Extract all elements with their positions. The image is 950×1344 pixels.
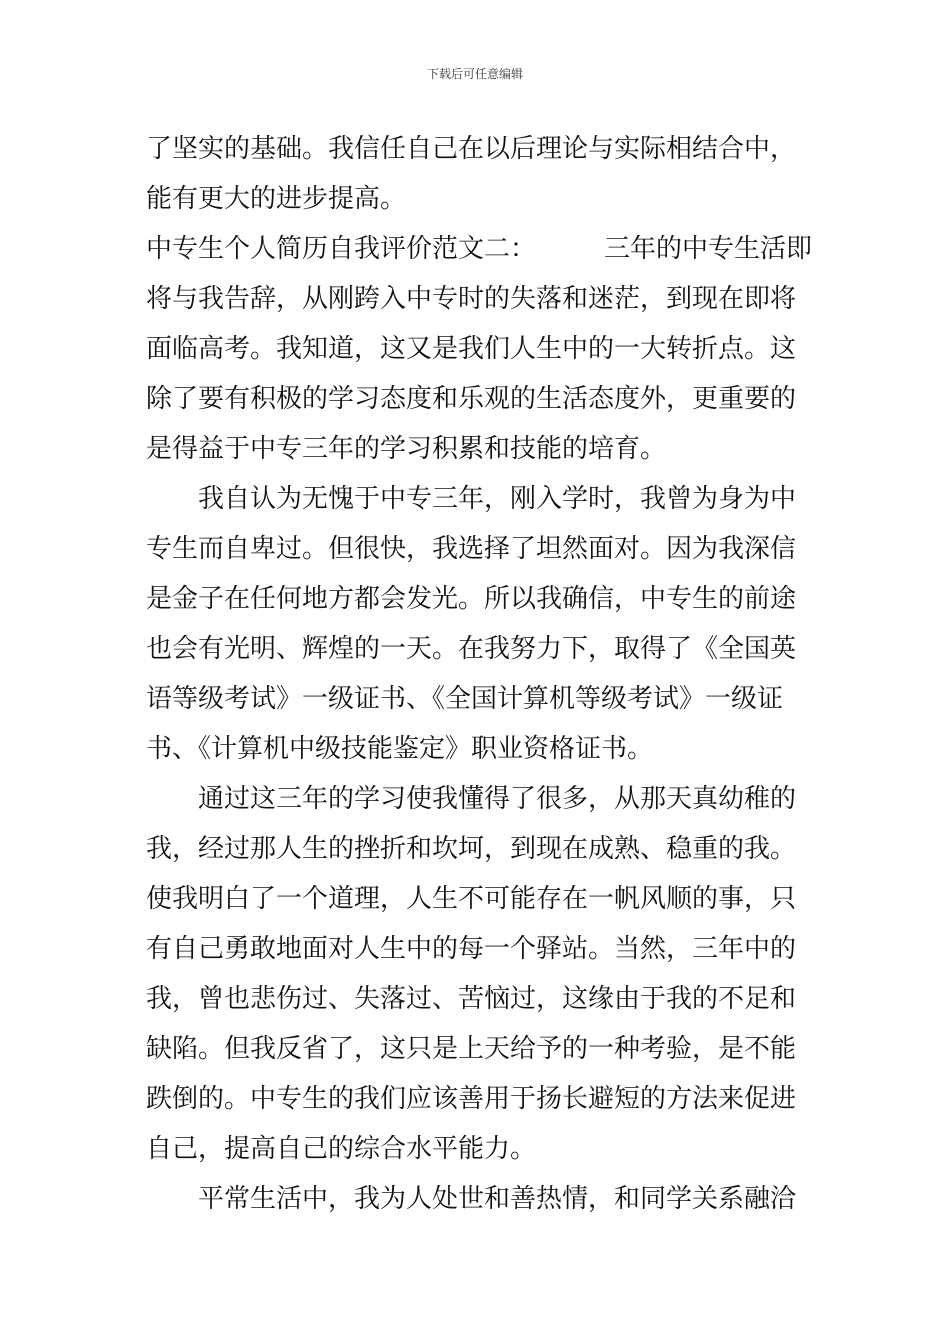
document-body xyxy=(146,124,813,1224)
text-line: 能有更大的进步提高。 xyxy=(146,184,407,214)
text-line: 将与我告辞，从刚跨入中专时的失落和迷茫，到现在即将 xyxy=(146,284,797,314)
text-line: 语等级考试》一级证书、《全国计算机等级考试》一级证 xyxy=(146,684,784,714)
text-line: 自己，提高自己的综合水平能力。 xyxy=(146,1134,537,1164)
text-line: 是得益于中专三年的学习积累和技能的培育。 xyxy=(146,434,667,464)
paragraph-first-line: 我自认为无愧于中专三年，刚入学时，我曾为身为中 xyxy=(198,484,797,514)
paragraph-first-line: 平常生活中，我为人处世和善热情，和同学关系融洽 xyxy=(198,1184,797,1214)
text-line: 专生而自卑过。但很快，我选择了坦然面对。因为我深信 xyxy=(146,534,797,564)
text-line: 也会有光明、辉煌的一天。在我努力下，取得了《全国英 xyxy=(146,634,797,664)
text-line: 书、《计算机中级技能鉴定》职业资格证书。 xyxy=(146,734,654,764)
text-line: 使我明白了一个道理，人生不可能存在一帆风顺的事，只 xyxy=(146,884,797,914)
text-line: 跌倒的。中专生的我们应该善用于扬长避短的方法来促进 xyxy=(146,1084,797,1114)
page-header: 下载后可任意编辑 xyxy=(426,67,523,81)
text-line: 除了要有积极的学习态度和乐观的生活态度外，更重要的 xyxy=(146,384,797,414)
text-line: 面临高考。我知道，这又是我们人生中的一大转折点。这 xyxy=(146,334,797,364)
paragraph-first-line: 通过这三年的学习使我懂得了很多，从那天真幼稚的 xyxy=(198,784,797,814)
text-line: 我，经过那人生的挫折和坎坷，到现在成熟、稳重的我。 xyxy=(146,834,797,864)
text-line: 我，曾也悲伤过、失落过、苦恼过，这缘由于我的不足和 xyxy=(146,984,797,1014)
section-text-start: 三年的中专生活即 xyxy=(604,234,813,264)
section-heading-line xyxy=(146,224,813,274)
text-line: 了坚实的基础。我信任自己在以后理论与实际相结合中， xyxy=(146,134,797,164)
section-heading: 中专生个人简历自我评价范文二： xyxy=(146,234,537,264)
text-line: 是金子在任何地方都会发光。所以我确信，中专生的前途 xyxy=(146,584,797,614)
text-line: 有自己勇敢地面对人生中的每一个驿站。当然，三年中的 xyxy=(146,934,797,964)
text-line: 缺陷。但我反省了，这只是上天给予的一种考验，是不能 xyxy=(146,1034,797,1064)
